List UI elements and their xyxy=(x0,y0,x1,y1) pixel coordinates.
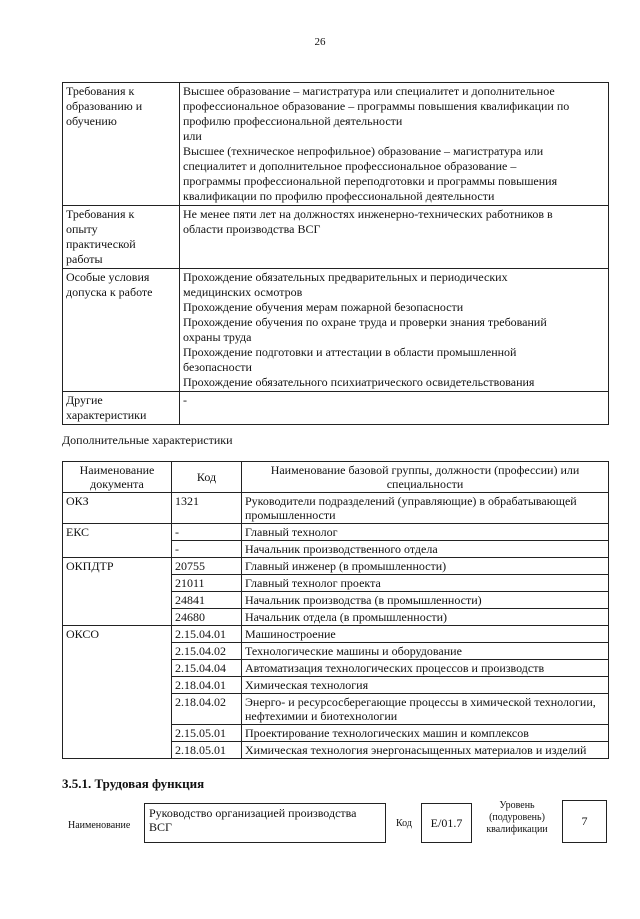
requirement-value-line: специалитет и дополнительное профессиональное образование – xyxy=(183,159,517,173)
requirement-value-line: охраны труда xyxy=(183,330,252,344)
requirement-value-line: Прохождение обучения по охране труда и проверки знания требований xyxy=(183,315,547,329)
name-cell: Автоматизация технологических процессов и производств xyxy=(242,660,609,677)
section-title: 3.5.1. Трудовая функция xyxy=(62,776,205,791)
requirement-value-line: Прохождение обязательных предварительных и периодических xyxy=(183,270,508,284)
table-row xyxy=(63,558,609,575)
additional-characteristics-title: Дополнительные характеристики xyxy=(62,433,233,447)
requirement-value-line: профилю профессиональной деятельности xyxy=(183,114,403,128)
requirement-label-line: Требования к xyxy=(66,84,135,98)
requirement-value xyxy=(180,83,609,206)
code-cell: 2.18.05.01 xyxy=(172,742,242,759)
table-header-row xyxy=(63,462,609,493)
header-name: Наименование базовой группы, должности (профессии) или специальности xyxy=(242,462,609,493)
code-cell: 2.18.04.02 xyxy=(172,694,242,725)
requirement-label xyxy=(63,392,180,425)
function-code-box: Е/01.7 xyxy=(421,803,472,843)
requirement-value xyxy=(180,392,609,425)
level-label xyxy=(474,800,560,836)
code-cell: - xyxy=(172,541,242,558)
requirement-label-line: характеристики xyxy=(66,408,147,422)
name-label: Наименование xyxy=(68,820,131,831)
name-cell: Энерго- и ресурсосберегающие процессы в химической технологии, нефтехимии и биотехнологии xyxy=(242,694,609,725)
requirement-value-line: - xyxy=(183,393,187,407)
labor-function-row xyxy=(62,800,609,860)
requirement-row xyxy=(63,392,609,425)
level-label-line: Уровень xyxy=(499,800,535,811)
qualification-level-box: 7 xyxy=(562,800,607,843)
code-cell: 2.15.04.02 xyxy=(172,643,242,660)
page-number: 26 xyxy=(314,36,326,48)
requirement-value xyxy=(180,206,609,269)
requirement-value-line: квалификации по профилю профессиональной деятельности xyxy=(183,189,495,203)
requirement-label-line: образованию и xyxy=(66,99,143,113)
table-row xyxy=(63,626,609,643)
level-label-line: квалификации xyxy=(486,824,548,835)
requirement-value-line: профессиональное образование – программы повышения квалификации по xyxy=(183,99,570,113)
requirement-value-line: программы профессиональной переподготовки и программы повышения xyxy=(183,174,558,188)
requirement-row xyxy=(63,206,609,269)
code-cell: 2.15.04.01 xyxy=(172,626,242,643)
level-label-line: (подуровень) xyxy=(489,812,545,823)
code-cell: 20755 xyxy=(172,558,242,575)
name-cell: Технологические машины и оборудование xyxy=(242,643,609,660)
name-cell: Машиностроение xyxy=(242,626,609,643)
requirement-row xyxy=(63,83,609,206)
code-cell: 24680 xyxy=(172,609,242,626)
requirement-value-line: Прохождение обязательного психиатрического освидетельствования xyxy=(183,375,535,389)
code-cell: 24841 xyxy=(172,592,242,609)
requirement-value-line: Прохождение обучения мерам пожарной безопасности xyxy=(183,300,464,314)
code-cell: 2.15.04.04 xyxy=(172,660,242,677)
requirement-value-line: безопасности xyxy=(183,360,252,374)
name-cell: Начальник производства (в промышленности) xyxy=(242,592,609,609)
requirement-label-line: опыту xyxy=(66,222,98,236)
code-cell: 2.15.05.01 xyxy=(172,725,242,742)
name-cell: Главный технолог xyxy=(242,524,609,541)
requirement-label xyxy=(63,83,180,206)
requirement-label-line: допуска к работе xyxy=(66,285,153,299)
code-cell: 21011 xyxy=(172,575,242,592)
requirement-value-line: Высшее образование – магистратура или специалитет и дополнительное xyxy=(183,84,555,98)
table-row xyxy=(63,524,609,541)
table-row xyxy=(63,493,609,524)
name-cell: Химическая технология xyxy=(242,677,609,694)
requirement-value-line: или xyxy=(183,129,202,143)
requirement-label-line: обучению xyxy=(66,114,117,128)
code-cell: 1321 xyxy=(172,493,242,524)
requirement-label-line: работы xyxy=(66,252,103,266)
function-name-box: Руководство организацией производства ВСГ xyxy=(144,803,386,843)
header-code: Код xyxy=(172,462,242,493)
requirement-value-line: области производства ВСГ xyxy=(183,222,321,236)
requirement-value-line: медицинских осмотров xyxy=(183,285,303,299)
name-cell: Начальник отдела (в промышленности) xyxy=(242,609,609,626)
requirement-label xyxy=(63,206,180,269)
name-cell: Руководители подразделений (управляющие) в обрабатывающей промышленности xyxy=(242,493,609,524)
requirement-label-line: Требования к xyxy=(66,207,135,221)
name-cell: Главный инженер (в промышленности) xyxy=(242,558,609,575)
document-cell: ЕКС xyxy=(63,524,172,558)
requirement-value xyxy=(180,269,609,392)
requirement-row xyxy=(63,269,609,392)
name-cell: Химическая технология энергонасыщенных материалов и изделий xyxy=(242,742,609,759)
requirement-value-line: Прохождение подготовки и аттестации в области промышленной xyxy=(183,345,517,359)
requirement-label-line: практической xyxy=(66,237,136,251)
requirement-value-line: Высшее (техническое непрофильное) образование – магистратура или xyxy=(183,144,544,158)
document-cell: ОКПДТР xyxy=(63,558,172,626)
code-cell: 2.18.04.01 xyxy=(172,677,242,694)
code-label: Код xyxy=(396,818,412,829)
additional-characteristics-table xyxy=(62,461,609,759)
name-cell: Главный технолог проекта xyxy=(242,575,609,592)
document-cell: ОКЗ xyxy=(63,493,172,524)
requirement-label-line: Другие xyxy=(66,393,103,407)
name-cell: Проектирование технологических машин и комплексов xyxy=(242,725,609,742)
document-cell: ОКСО xyxy=(63,626,172,759)
name-cell: Начальник производственного отдела xyxy=(242,541,609,558)
requirement-value-line: Не менее пяти лет на должностях инженерно-технических работников в xyxy=(183,207,553,221)
requirements-table xyxy=(62,82,609,425)
code-cell: - xyxy=(172,524,242,541)
header-document: Наименование документа xyxy=(63,462,172,493)
requirement-label-line: Особые условия xyxy=(66,270,150,284)
requirement-label xyxy=(63,269,180,392)
